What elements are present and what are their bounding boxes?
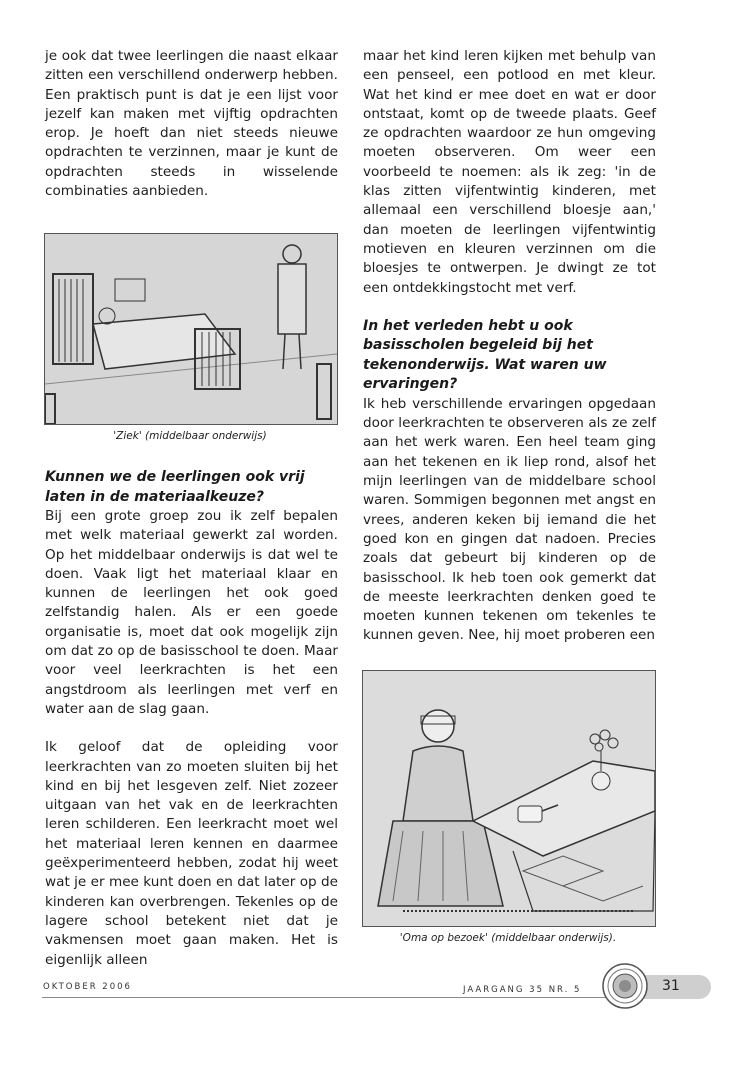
- paragraph: Ik geloof dat de opleiding voor leerkrachten van zo moeten sluiten bij het kind en bij het lesgeven zelf. Niet zozeer uitgaan van het vak en de leerkrachten leren schilderen. Een leerkracht moet wel het materiaal leren kennen en daarmee geëxperimenteerd hebben, zodat hij weet wat je er mee kunt doen en dat later op de kinderen kan overbrengen. Tekenles op de lagere school betekent niet dat je vakmensen moet gaan maken. Het is eigenlijk alleen: [45, 739, 338, 968]
- interview-question: In het verleden hebt u ook basisscholen begeleid bij het tekenonderwijs. Wat waren uw ervaringen?: [363, 317, 607, 393]
- left-column: [45, 47, 338, 201]
- bedroom-sketch-illustration: [45, 234, 337, 424]
- magazine-seal-icon: [602, 963, 648, 1009]
- paragraph: je ook dat twee leerlingen die naast elkaar zitten een verschillend onderwerp hebben. Een praktisch punt is dat je een lijst voor jezelf kan maken met vijftig opdrachten erop. Je hoeft dan niet steeds nieuwe opdrachten te verzinnen, maar je kunt de opdrachten steeds in wisselende combinaties aanbieden.: [45, 48, 338, 200]
- grandma-visit-sketch-illustration: [363, 671, 655, 926]
- drawing-ziek: [44, 233, 338, 425]
- interview-question: Kunnen we de leerlingen ook vrij laten in de materiaalkeuze?: [45, 469, 305, 505]
- footer-rule: [42, 997, 610, 998]
- footer-date: OKTOBER 2006: [43, 982, 132, 992]
- paragraph: maar het kind leren kijken met behulp van een penseel, een potlood en met kleur. Wat het kind er mee doet en wat er door ontstaat, komt op de tweede plaats. Geef ze opdrachten waardoor ze hun omgeving moeten observeren. Om weer een voorbeeld te noemen: als ik zeg: 'in de klas zitten vijfentwintig kinderen, met allemaal een verschillend bloesje aan,' dan moeten de leerlingen vijfentwintig motieven en kleuren verzinnen om die bloesjes te ontwerpen. Je dwingt ze tot een ontdekkingstocht met verf.: [363, 48, 656, 296]
- right-column: [363, 47, 656, 646]
- figure-caption: 'Oma op bezoek' (middelbaar onderwijs).: [399, 932, 617, 944]
- page-number: 31: [662, 978, 680, 994]
- paragraph: Ik heb verschillende ervaringen opgedaan door leerkrachten te observeren als ze zelf aan het werk waren. Een heel team ging aan het tekenen en ik liep rond, alsof het mijn leerlingen van de middelbare school waren. Sommigen begonnen met angst en vrees, anderen keken bij iemand die het goed kon en gingen dat nadoen. Precies zoals dat gebeurt bij kinderen op de basisschool. Ik heb toen ook gemerkt dat de meeste leerkrachten denken goed te moeten kunnen tekenen om tekenles te kunnen geven. Nee, hij moet proberen een: [363, 395, 656, 644]
- figure-caption: 'Ziek' (middelbaar onderwijs): [113, 430, 267, 442]
- drawing-oma-op-bezoek: [362, 670, 656, 927]
- left-column-lower: [45, 468, 338, 970]
- footer-issue: JAARGANG 35 NR. 5: [463, 985, 582, 995]
- paragraph: Bij een grote groep zou ik zelf bepalen met welk materiaal gewerkt zal worden. Op het middelbaar onderwijs is dat wel te doen. Vaak ligt het materiaal klaar en kunnen de leerlingen het ook goed zelfstandig halen. Als er een goede organisatie is, moet dat ook mogelijk zijn om dat zo op de basisschool te doen. Maar voor veel leerkrachten is het een angstdroom als leerlingen met verf en water aan de slag gaan.: [45, 508, 338, 717]
